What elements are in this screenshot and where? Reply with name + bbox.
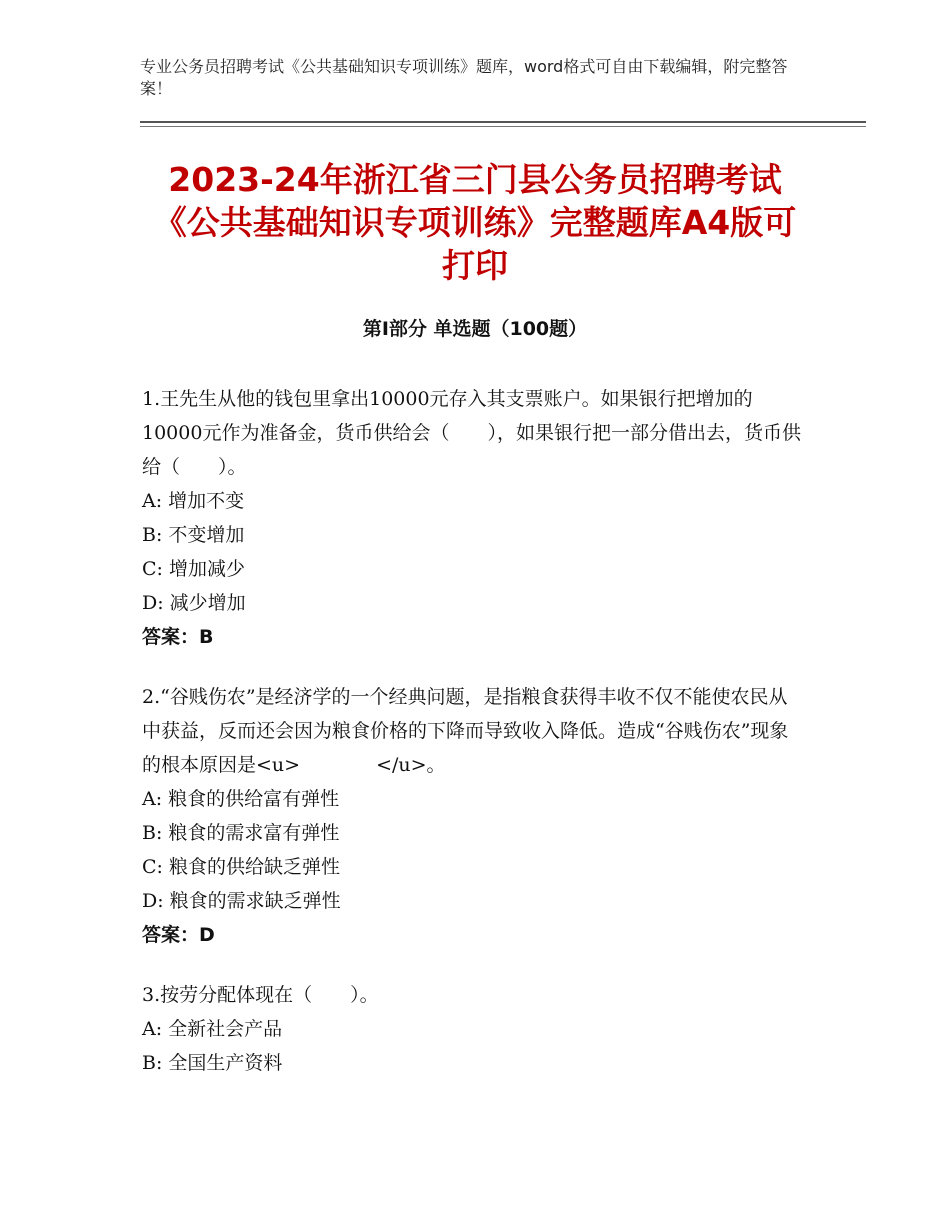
question-stem: 3.按劳分配体现在（ ）。 <box>142 984 379 1006</box>
question-list <box>142 382 802 1106</box>
option-a: A: 粮食的供给富有弹性 <box>142 788 340 810</box>
question-3 <box>142 978 802 1080</box>
document-title: 2023-24年浙江省三门县公务员招聘考试《公共基础知识专项训练》完整题库A4版可打印 <box>153 160 797 285</box>
option-c: C: 粮食的供给缺乏弹性 <box>142 856 340 878</box>
answer: 答案：D <box>142 924 215 946</box>
question-stem: 2.“谷贱伤农”是经济学的一个经典问题，是指粮食获得丰收不仅不能使农民从中获益，反而还会因为粮食价格的下降而导致收入降低。造成“谷贱伤农”现象的根本原因是<u> </u>。 <box>142 686 789 776</box>
option-d: D: 粮食的需求缺乏弹性 <box>142 890 341 912</box>
question-2 <box>142 680 802 952</box>
answer: 答案：B <box>142 626 214 648</box>
option-d: D: 减少增加 <box>142 592 246 614</box>
option-a: A: 增加不变 <box>142 490 245 512</box>
header-divider <box>140 121 866 123</box>
option-b: B: 不变增加 <box>142 524 245 546</box>
question-stem: 1.王先生从他的钱包里拿出10000元存入其支票账户。如果银行把增加的10000元作为准备金，货币供给会（ ），如果银行把一部分借出去，货币供给（ ）。 <box>142 388 801 478</box>
section-heading: 第I部分 单选题（100题） <box>362 318 588 340</box>
page-header: 专业公务员招聘考试《公共基础知识专项训练》题库，word格式可自由下载编辑，附完整答案！ <box>140 57 788 98</box>
option-b: B: 全国生产资料 <box>142 1052 283 1074</box>
option-b: B: 粮食的需求富有弹性 <box>142 822 340 844</box>
header-divider-thin <box>140 126 866 127</box>
question-1 <box>142 382 802 654</box>
option-a: A: 全新社会产品 <box>142 1018 283 1040</box>
option-c: C: 增加减少 <box>142 558 245 580</box>
